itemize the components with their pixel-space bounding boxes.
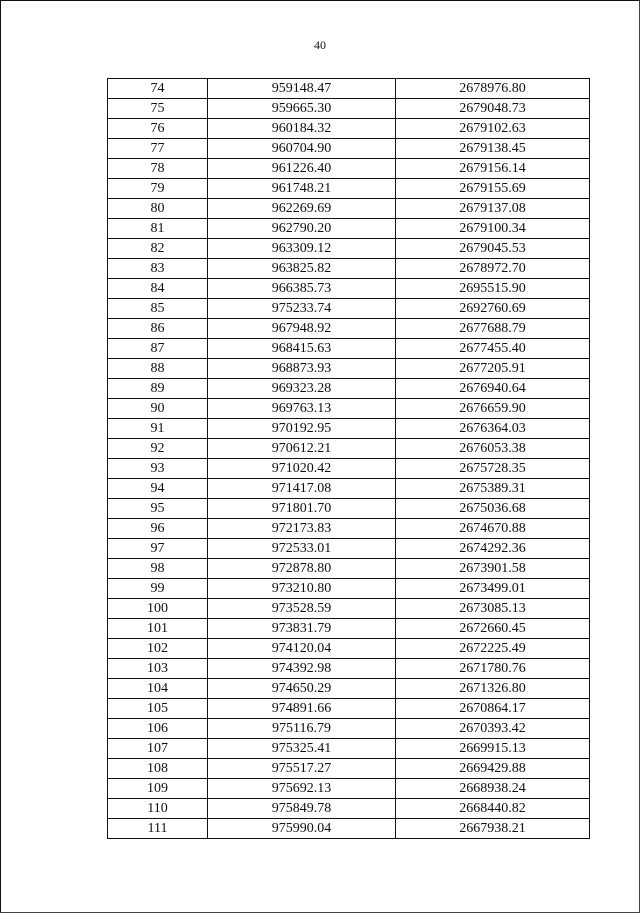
table-row	[108, 119, 590, 139]
table-row	[108, 379, 590, 399]
y-coordinate-cell: 2676659.90	[396, 399, 590, 419]
x-coordinate-cell: 975233.74	[208, 299, 396, 319]
x-coordinate-cell: 973210.80	[208, 579, 396, 599]
table-row	[108, 799, 590, 819]
point-number-cell: 85	[108, 299, 208, 319]
x-coordinate-cell: 961748.21	[208, 179, 396, 199]
x-coordinate-cell: 970612.21	[208, 439, 396, 459]
table-row	[108, 459, 590, 479]
x-coordinate-cell: 969323.28	[208, 379, 396, 399]
x-coordinate-cell: 972173.83	[208, 519, 396, 539]
x-coordinate-cell: 962790.20	[208, 219, 396, 239]
point-number-cell: 84	[108, 279, 208, 299]
x-coordinate-cell: 974120.04	[208, 639, 396, 659]
y-coordinate-cell: 2679155.69	[396, 179, 590, 199]
x-coordinate-cell: 969763.13	[208, 399, 396, 419]
x-coordinate-cell: 973528.59	[208, 599, 396, 619]
x-coordinate-cell: 975517.27	[208, 759, 396, 779]
point-number-cell: 89	[108, 379, 208, 399]
point-number-cell: 105	[108, 699, 208, 719]
y-coordinate-cell: 2677688.79	[396, 319, 590, 339]
x-coordinate-cell: 975325.41	[208, 739, 396, 759]
y-coordinate-cell: 2679138.45	[396, 139, 590, 159]
point-number-cell: 87	[108, 339, 208, 359]
x-coordinate-cell: 959665.30	[208, 99, 396, 119]
x-coordinate-cell: 975692.13	[208, 779, 396, 799]
table-row	[108, 559, 590, 579]
y-coordinate-cell: 2695515.90	[396, 279, 590, 299]
table-row	[108, 519, 590, 539]
point-number-cell: 98	[108, 559, 208, 579]
x-coordinate-cell: 974650.29	[208, 679, 396, 699]
table-row	[108, 419, 590, 439]
y-coordinate-cell: 2672660.45	[396, 619, 590, 639]
point-number-cell: 93	[108, 459, 208, 479]
y-coordinate-cell: 2670864.17	[396, 699, 590, 719]
x-coordinate-cell: 968873.93	[208, 359, 396, 379]
x-coordinate-cell: 974891.66	[208, 699, 396, 719]
y-coordinate-cell: 2678976.80	[396, 79, 590, 99]
table-row	[108, 259, 590, 279]
coordinates-table-body	[108, 79, 590, 839]
coordinates-table	[107, 78, 590, 839]
point-number-cell: 94	[108, 479, 208, 499]
table-row	[108, 479, 590, 499]
y-coordinate-cell: 2671326.80	[396, 679, 590, 699]
x-coordinate-cell: 972878.80	[208, 559, 396, 579]
table-row	[108, 199, 590, 219]
x-coordinate-cell: 967948.92	[208, 319, 396, 339]
table-row	[108, 139, 590, 159]
y-coordinate-cell: 2675728.35	[396, 459, 590, 479]
y-coordinate-cell: 2673085.13	[396, 599, 590, 619]
point-number-cell: 91	[108, 419, 208, 439]
table-row	[108, 659, 590, 679]
point-number-cell: 99	[108, 579, 208, 599]
x-coordinate-cell: 971417.08	[208, 479, 396, 499]
table-row	[108, 319, 590, 339]
table-row	[108, 779, 590, 799]
y-coordinate-cell: 2676940.64	[396, 379, 590, 399]
table-row	[108, 219, 590, 239]
point-number-cell: 106	[108, 719, 208, 739]
x-coordinate-cell: 962269.69	[208, 199, 396, 219]
point-number-cell: 77	[108, 139, 208, 159]
y-coordinate-cell: 2668938.24	[396, 779, 590, 799]
table-row	[108, 539, 590, 559]
table-row	[108, 439, 590, 459]
point-number-cell: 104	[108, 679, 208, 699]
x-coordinate-cell: 971020.42	[208, 459, 396, 479]
y-coordinate-cell: 2670393.42	[396, 719, 590, 739]
table-row	[108, 699, 590, 719]
x-coordinate-cell: 970192.95	[208, 419, 396, 439]
point-number-cell: 80	[108, 199, 208, 219]
point-number-cell: 92	[108, 439, 208, 459]
point-number-cell: 102	[108, 639, 208, 659]
x-coordinate-cell: 963825.82	[208, 259, 396, 279]
table-row	[108, 99, 590, 119]
point-number-cell: 107	[108, 739, 208, 759]
x-coordinate-cell: 971801.70	[208, 499, 396, 519]
y-coordinate-cell: 2692760.69	[396, 299, 590, 319]
x-coordinate-cell: 973831.79	[208, 619, 396, 639]
table-row	[108, 759, 590, 779]
point-number-cell: 103	[108, 659, 208, 679]
x-coordinate-cell: 961226.40	[208, 159, 396, 179]
point-number-cell: 78	[108, 159, 208, 179]
x-coordinate-cell: 974392.98	[208, 659, 396, 679]
point-number-cell: 76	[108, 119, 208, 139]
y-coordinate-cell: 2673499.01	[396, 579, 590, 599]
table-row	[108, 739, 590, 759]
table-row	[108, 359, 590, 379]
table-row	[108, 159, 590, 179]
y-coordinate-cell: 2678972.70	[396, 259, 590, 279]
table-row	[108, 239, 590, 259]
point-number-cell: 88	[108, 359, 208, 379]
x-coordinate-cell: 960704.90	[208, 139, 396, 159]
point-number-cell: 108	[108, 759, 208, 779]
table-row	[108, 719, 590, 739]
y-coordinate-cell: 2679048.73	[396, 99, 590, 119]
x-coordinate-cell: 972533.01	[208, 539, 396, 559]
y-coordinate-cell: 2676053.38	[396, 439, 590, 459]
y-coordinate-cell: 2679102.63	[396, 119, 590, 139]
y-coordinate-cell: 2669915.13	[396, 739, 590, 759]
x-coordinate-cell: 975849.78	[208, 799, 396, 819]
table-row	[108, 339, 590, 359]
point-number-cell: 110	[108, 799, 208, 819]
page-number: 40	[314, 38, 326, 52]
point-number-cell: 96	[108, 519, 208, 539]
y-coordinate-cell: 2674292.36	[396, 539, 590, 559]
point-number-cell: 82	[108, 239, 208, 259]
y-coordinate-cell: 2679045.53	[396, 239, 590, 259]
x-coordinate-cell: 959148.47	[208, 79, 396, 99]
point-number-cell: 97	[108, 539, 208, 559]
point-number-cell: 100	[108, 599, 208, 619]
x-coordinate-cell: 963309.12	[208, 239, 396, 259]
table-row	[108, 679, 590, 699]
point-number-cell: 81	[108, 219, 208, 239]
table-row	[108, 399, 590, 419]
y-coordinate-cell: 2679100.34	[396, 219, 590, 239]
table-row	[108, 579, 590, 599]
y-coordinate-cell: 2671780.76	[396, 659, 590, 679]
table-row	[108, 619, 590, 639]
table-row	[108, 599, 590, 619]
x-coordinate-cell: 968415.63	[208, 339, 396, 359]
table-row	[108, 639, 590, 659]
y-coordinate-cell: 2668440.82	[396, 799, 590, 819]
point-number-cell: 90	[108, 399, 208, 419]
x-coordinate-cell: 960184.32	[208, 119, 396, 139]
table-row	[108, 79, 590, 99]
point-number-cell: 86	[108, 319, 208, 339]
point-number-cell: 101	[108, 619, 208, 639]
point-number-cell: 75	[108, 99, 208, 119]
table-row	[108, 299, 590, 319]
y-coordinate-cell: 2674670.88	[396, 519, 590, 539]
table-row	[108, 499, 590, 519]
y-coordinate-cell: 2677205.91	[396, 359, 590, 379]
point-number-cell: 83	[108, 259, 208, 279]
y-coordinate-cell: 2675389.31	[396, 479, 590, 499]
x-coordinate-cell: 975990.04	[208, 819, 396, 839]
y-coordinate-cell: 2677455.40	[396, 339, 590, 359]
y-coordinate-cell: 2675036.68	[396, 499, 590, 519]
x-coordinate-cell: 975116.79	[208, 719, 396, 739]
point-number-cell: 109	[108, 779, 208, 799]
y-coordinate-cell: 2669429.88	[396, 759, 590, 779]
y-coordinate-cell: 2667938.21	[396, 819, 590, 839]
table-row	[108, 819, 590, 839]
point-number-cell: 95	[108, 499, 208, 519]
y-coordinate-cell: 2679137.08	[396, 199, 590, 219]
point-number-cell: 79	[108, 179, 208, 199]
point-number-cell: 111	[108, 819, 208, 839]
y-coordinate-cell: 2676364.03	[396, 419, 590, 439]
table-row	[108, 179, 590, 199]
table-row	[108, 279, 590, 299]
x-coordinate-cell: 966385.73	[208, 279, 396, 299]
y-coordinate-cell: 2679156.14	[396, 159, 590, 179]
y-coordinate-cell: 2673901.58	[396, 559, 590, 579]
point-number-cell: 74	[108, 79, 208, 99]
y-coordinate-cell: 2672225.49	[396, 639, 590, 659]
